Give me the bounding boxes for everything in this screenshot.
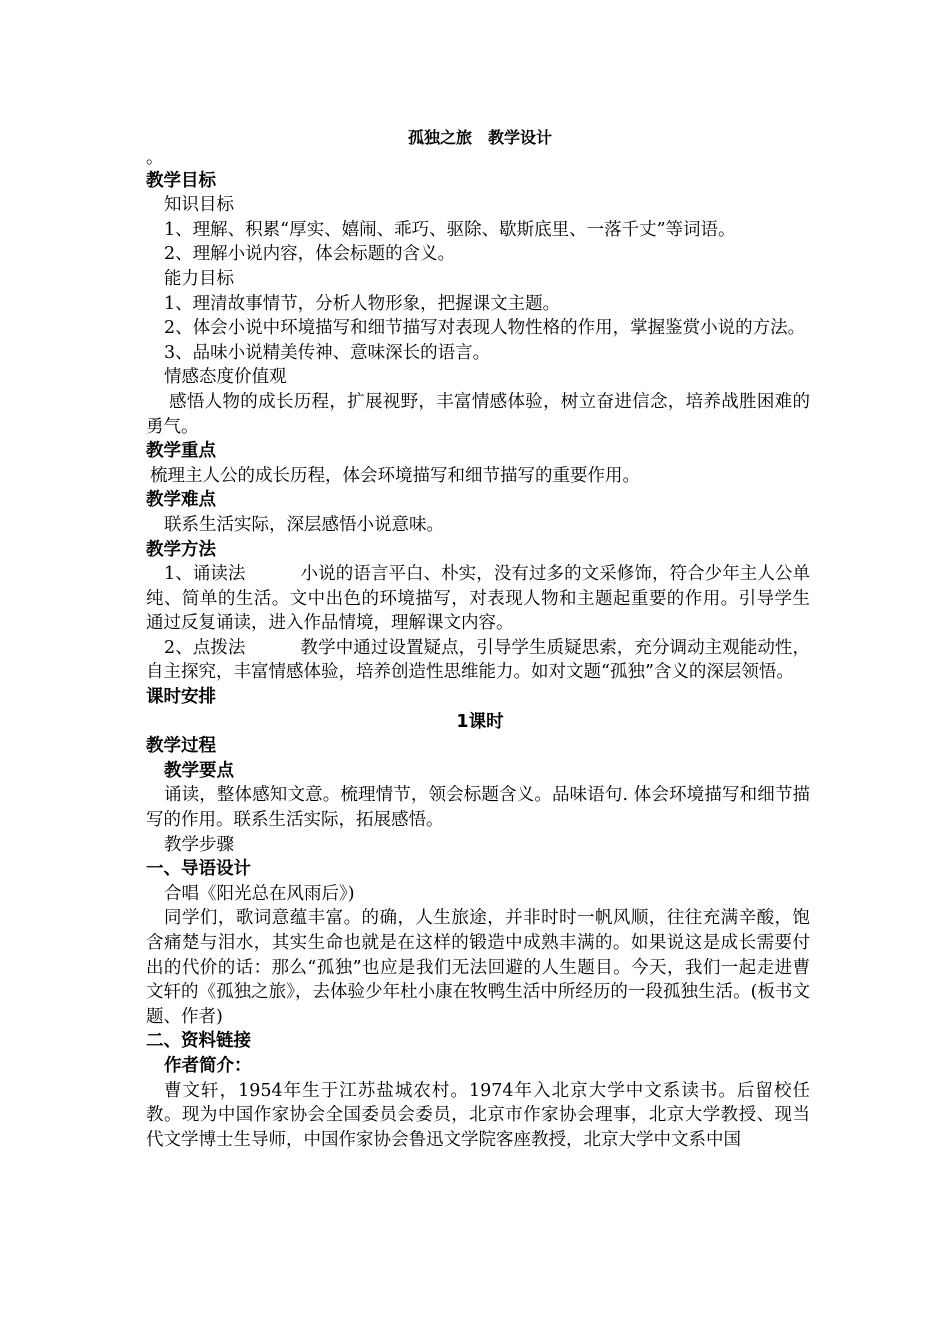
- heading-key-point: 教学重点: [146, 441, 216, 462]
- difficult-point-text: 联系生活实际，深层感悟小说意味。: [164, 514, 444, 535]
- heading-teaching-points: 教学要点: [164, 760, 234, 781]
- method-2-text: 教学中通过设置疑点，引导学生质疑思索，充分调动主观能动性，自主探究，丰富情感体验，培养创造性思维能力。如对文题“孤独”含义的深层领悟。: [146, 637, 810, 683]
- method-2-label: 2、点拨法: [164, 637, 246, 658]
- ability-item-1: 1、理清故事情节，分析人物形象，把握课文主题。: [164, 293, 561, 314]
- ability-item-2: 2、体会小说中环境描写和细节描写对表现人物性格的作用，掌握鉴赏小说的方法。: [164, 318, 806, 339]
- song-line: 合唱《阳光总在风雨后》): [164, 883, 355, 904]
- emotion-text: 感悟人物的成长历程，扩展视野，丰富情感体验，树立奋进信念，培养战胜困难的勇气。: [146, 391, 810, 437]
- ability-label: 能力目标: [164, 268, 234, 289]
- teaching-points-text: 诵读，整体感知文意。梳理情节，领会标题含义。品味语句. 体会环境描写和细节描写的作用。联系生活实际，拓展感悟。: [146, 785, 810, 831]
- heading-schedule: 课时安排: [146, 687, 216, 708]
- steps-label: 教学步骤: [164, 834, 234, 855]
- method-item-2: [146, 636, 810, 685]
- knowledge-label: 知识目标: [164, 195, 234, 216]
- knowledge-item-1: 1、理解、积累“厚实、嬉闹、乖巧、驱除、歇斯底里、一落千丈”等词语。: [164, 219, 736, 240]
- schedule-text: 1课时: [456, 711, 504, 732]
- author-text: 曹文轩，1954年生于江苏盐城农村。1974年入北京大学中文系读书。后留校任教。现为中国作家协会全国委员会委员，北京市作家协会理事，北京大学教授、现当代文学博士生导师，中国作家协会鲁迅文学院客座教授，北京大学中文系中国: [146, 1080, 810, 1150]
- intro-text: 同学们，歌词意蕴丰富。的确，人生旅途，并非时时一帆风顺，往往充满辛酸，饱含痛楚与泪水，其实生命也就是在这样的锻造中成熟丰满的。如果说这是成长需要付出的代价的话：那么“孤独”也应是我们无法回避的人生题目。今天，我们一起走进曹文轩的《孤独之旅》，去体验少年杜小康在牧鸭生活中所经历的一段孤独生活。(板书文题、作者): [146, 908, 810, 1027]
- method-1-label: 1、诵读法: [164, 564, 246, 585]
- ability-item-3: 3、品味小说精美传神、意味深长的语言。: [164, 342, 491, 363]
- document-title: 孤独之旅 教学设计: [407, 128, 552, 147]
- key-point-text: 梳理主人公的成长历程，体会环境描写和细节描写的重要作用。: [150, 465, 640, 486]
- heading-section-2: 二、资料链接: [146, 1031, 251, 1052]
- stray-dot: 。: [146, 147, 164, 168]
- method-1-text: 小说的语言平白、朴实，没有过多的文采修饰，符合少年主人公单纯、简单的生活。文中出色的环境描写，对表现人物和主题起重要的作用。引导学生通过反复诵读，进入作品情境，理解课文内容。: [146, 564, 810, 634]
- knowledge-item-2: 2、理解小说内容，体会标题的含义。: [164, 244, 456, 265]
- heading-author: 作者简介：: [164, 1055, 252, 1076]
- heading-difficult-point: 教学难点: [146, 490, 216, 511]
- document-page: [146, 126, 810, 1152]
- heading-process: 教学过程: [146, 736, 216, 757]
- method-item-1: [146, 562, 810, 636]
- emotion-label: 情感态度价值观: [164, 367, 287, 388]
- heading-section-1: 一、导语设计: [146, 859, 251, 880]
- heading-method: 教学方法: [146, 539, 216, 560]
- heading-objectives: 教学目标: [146, 170, 216, 191]
